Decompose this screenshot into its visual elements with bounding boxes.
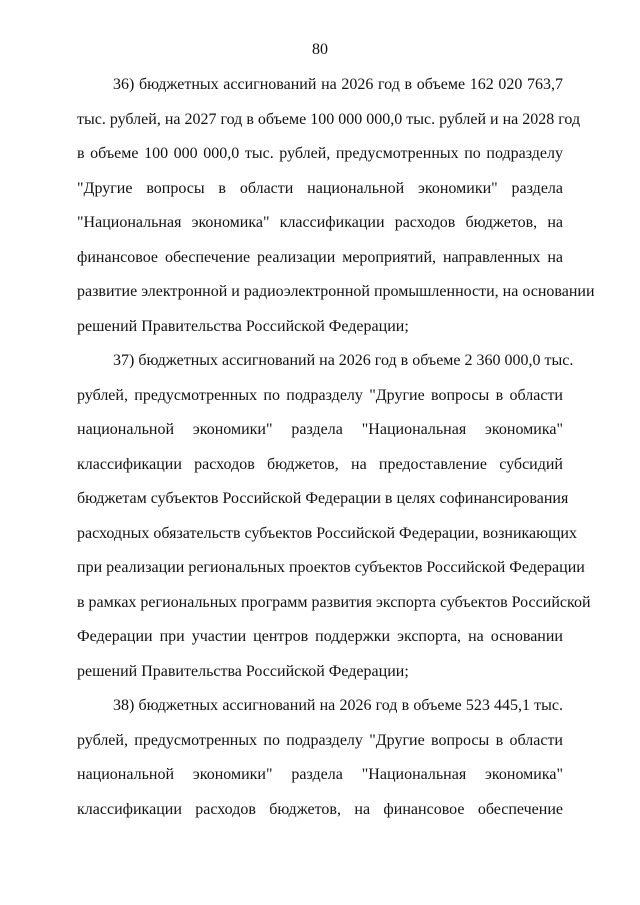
document-body (77, 68, 595, 827)
text-line: 37) бюджетных ассигнований на 2026 год в объеме 2 360 000,0 тыс. (113, 352, 574, 369)
text-line: в объеме 100 000 000,0 тыс. рублей, предусмотренных по подразделу (77, 145, 563, 162)
text-line: 38) бюджетных ассигнований на 2026 год в объеме 523 445,1 тыс. (113, 697, 563, 714)
text-line: рублей, предусмотренных по подразделу "Другие вопросы в области (77, 386, 563, 404)
text-line: Федерации при участии центров поддержки экспорта, на основании (77, 628, 563, 645)
paragraph-38 (77, 689, 563, 827)
paragraph-36 (77, 68, 595, 344)
text-line: развитие электронной и радиоэлектронной промышленности, на основании (77, 283, 595, 300)
text-line: классификации расходов бюджетов, на предоставление субсидий (77, 455, 563, 473)
text-line: тыс. рублей, на 2027 год в объеме 100 000 000,0 тыс. рублей и на 2028 год (77, 110, 581, 128)
text-line: "Другие вопросы в области национальной экономики" раздела (77, 179, 563, 197)
text-line: 36) бюджетных ассигнований на 2026 год в объеме 162 020 763,7 (113, 76, 563, 93)
text-line: расходных обязательств субъектов Российской Федерации, возникающих (77, 524, 577, 542)
text-line: классификации расходов бюджетов, на финансовое обеспечение (77, 800, 563, 818)
text-line: при реализации региональных проектов субъектов Российской Федерации (77, 559, 585, 576)
text-line: решений Правительства Российской Федерации; (77, 317, 409, 335)
text-line: решений Правительства Российской Федерации; (77, 662, 409, 680)
text-line: рублей, предусмотренных по подразделу "Другие вопросы в области (77, 731, 563, 749)
text-line: национальной экономики" раздела "Национальная экономика" (77, 766, 563, 783)
text-line: финансовое обеспечение реализации мероприятий, направленных на (77, 248, 563, 266)
text-line: национальной экономики" раздела "Национальная экономика" (77, 421, 563, 438)
paragraph-37 (77, 344, 591, 689)
text-line: в рамках региональных программ развития экспорта субъектов Российской (77, 593, 591, 611)
text-line: "Национальная экономика" классификации расходов бюджетов, на (77, 214, 563, 231)
text-line: бюджетам субъектов Российской Федерации в целях софинансирования (77, 490, 569, 507)
page-number: 80 (312, 41, 328, 58)
